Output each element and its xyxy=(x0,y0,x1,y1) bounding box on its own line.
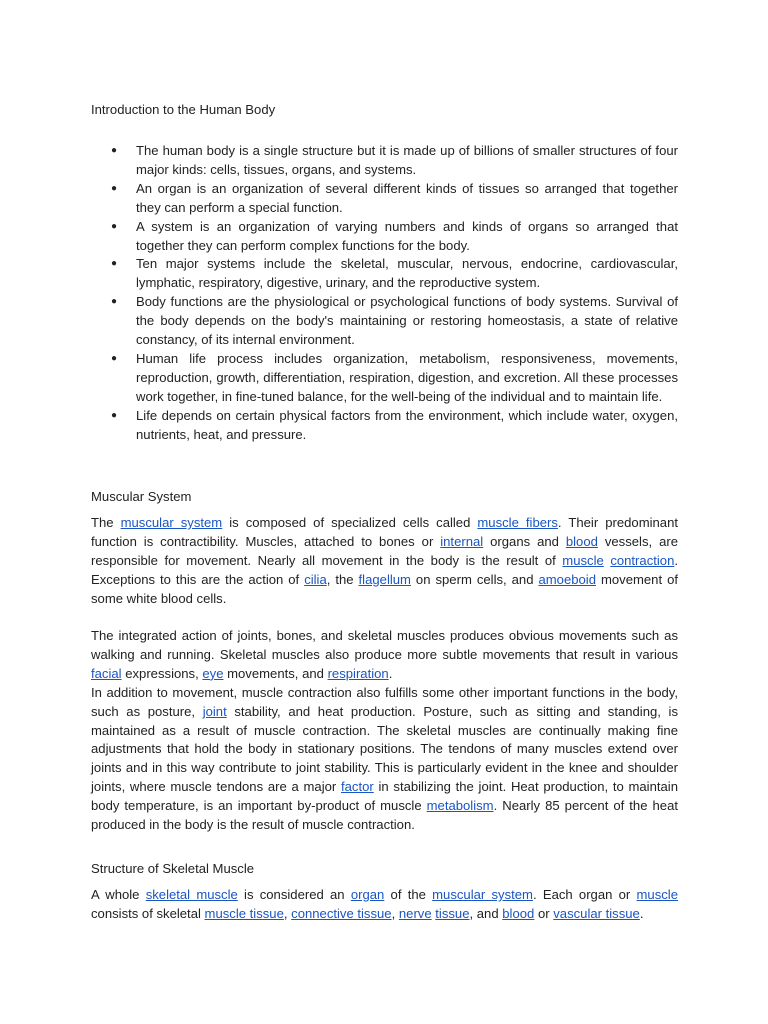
text: on sperm cells, and xyxy=(410,571,539,587)
text: , xyxy=(283,905,292,921)
list-item: ● An organ is an organization of several different kinds of tissues so arranged that together they can perform a special function. xyxy=(91,180,678,218)
link-blood[interactable]: blood xyxy=(502,905,535,921)
text: movements, and xyxy=(223,665,328,681)
link-facial[interactable]: facial xyxy=(91,665,122,681)
list-item: ● Body functions are the physiological or psychological functions of body systems. Survival of the body depends on the body's maintaining or restoring homeostasis, a state of relative constancy, of its internal environment. xyxy=(91,293,678,350)
link-nerve[interactable]: nerve xyxy=(398,905,432,921)
intro-bullet-list xyxy=(91,142,678,445)
text: is composed of specialized cells called xyxy=(222,515,478,530)
text: The xyxy=(91,515,121,530)
link-organ[interactable]: organ xyxy=(350,887,385,902)
text: consists of skeletal xyxy=(91,905,205,921)
muscular-paragraph-1 xyxy=(91,514,678,609)
text: is considered an xyxy=(237,887,351,902)
list-item: ● Ten major systems include the skeletal, muscular, nervous, endocrine, cardiovascular, lymphatic, respiratory, digestive, urinary, and the reproductive system. xyxy=(91,255,678,293)
text: , the xyxy=(326,571,359,587)
text: . xyxy=(639,905,644,921)
text: organs and xyxy=(483,533,566,549)
link-metabolism[interactable]: metabolism xyxy=(426,798,494,814)
structure-paragraph xyxy=(91,886,678,924)
link-tissue[interactable]: tissue xyxy=(435,905,470,921)
text: in stabilizing the joint. Heat production, to maintain body temperature, is an important by-product of muscle xyxy=(91,779,678,814)
list-item: ● A system is an organization of varying numbers and kinds of organs so arranged that together they can perform complex functions for the body. xyxy=(91,218,678,256)
text: In addition to movement, muscle contraction also fulfills some other important functions in the body, such as posture, xyxy=(91,684,678,719)
intro-heading: Introduction to the Human Body xyxy=(91,102,276,117)
link-muscle[interactable]: muscle xyxy=(636,887,678,902)
link-cilia[interactable]: cilia xyxy=(304,571,327,587)
list-item: ● Human life process includes organization, metabolism, responsiveness, movements, reproduction, growth, differentiation, respiration, digestion, and excretion. All these processes work together, in fine-tuned balance, for the well-being of the individual and to maintain life. xyxy=(91,350,678,407)
text: . xyxy=(388,665,393,681)
text: A whole xyxy=(91,887,146,902)
text: expressions, xyxy=(121,665,203,681)
text: or xyxy=(534,905,554,921)
link-flagellum[interactable]: flagellum xyxy=(358,571,411,587)
text: . Exceptions to this are the action of xyxy=(91,552,679,587)
list-item: ● The human body is a single structure but it is made up of billions of smaller structures of four major kinds: cells, tissues, organs, and systems. xyxy=(91,142,678,180)
link-connective-tissue[interactable]: connective tissue xyxy=(291,905,392,921)
text: stability, and heat production. Posture, such as sitting and standing, is maintained as a result of muscle contraction. The skeletal muscles are continually making fine adjustments that hold the body in stationary positions. The tendons of many muscles extend over joints and in this way contribute to joint stability. This is particularly evident in the knee and shoulder joints, where muscle tendons are a major xyxy=(91,703,679,795)
link-factor[interactable]: factor xyxy=(341,779,374,795)
muscular-paragraph-2 xyxy=(91,627,678,835)
list-item: ● Life depends on certain physical factors from the environment, which include water, oxygen, nutrients, heat, and pressure. xyxy=(91,407,678,445)
text: , xyxy=(391,905,399,921)
link-muscular-system[interactable]: muscular system xyxy=(120,515,223,530)
link-contraction[interactable]: contraction xyxy=(610,552,675,568)
link-amoeboid[interactable]: amoeboid xyxy=(538,571,596,587)
link-respiration[interactable]: respiration xyxy=(327,665,389,681)
muscular-system-heading: Muscular System xyxy=(91,489,192,504)
link-skeletal-muscle[interactable]: skeletal muscle xyxy=(145,887,238,902)
text: movement of some white blood cells. xyxy=(91,571,678,606)
link-joint[interactable]: joint xyxy=(202,703,227,719)
link-muscular-system[interactable]: muscular system xyxy=(432,887,533,902)
link-muscle-tissue[interactable]: muscle tissue xyxy=(204,905,284,921)
text: The integrated action of joints, bones, and skeletal muscles produces obvious movements such as walking and running. Skeletal muscles also produce more subtle movements that result in various xyxy=(91,628,678,662)
text: . Nearly 85 percent of the heat produced in the body is the result of muscle contraction. xyxy=(91,798,678,833)
text: . Each organ or xyxy=(532,887,637,902)
text: . Their predominant function is contractibility. Muscles, attached to bones or xyxy=(91,515,678,549)
link-muscle-fibers[interactable]: muscle fibers xyxy=(477,515,558,530)
link-eye[interactable]: eye xyxy=(202,665,224,681)
link-muscle[interactable]: muscle xyxy=(562,552,604,568)
text: vessels, are responsible for movement. Nearly all movement in the body is the result of xyxy=(91,533,678,568)
skeletal-muscle-structure-heading: Structure of Skeletal Muscle xyxy=(91,861,255,876)
link-internal[interactable]: internal xyxy=(440,533,484,549)
link-blood[interactable]: blood xyxy=(565,533,598,549)
text: of the xyxy=(384,887,433,902)
text: , and xyxy=(469,905,503,921)
link-vascular-tissue[interactable]: vascular tissue xyxy=(553,905,640,921)
